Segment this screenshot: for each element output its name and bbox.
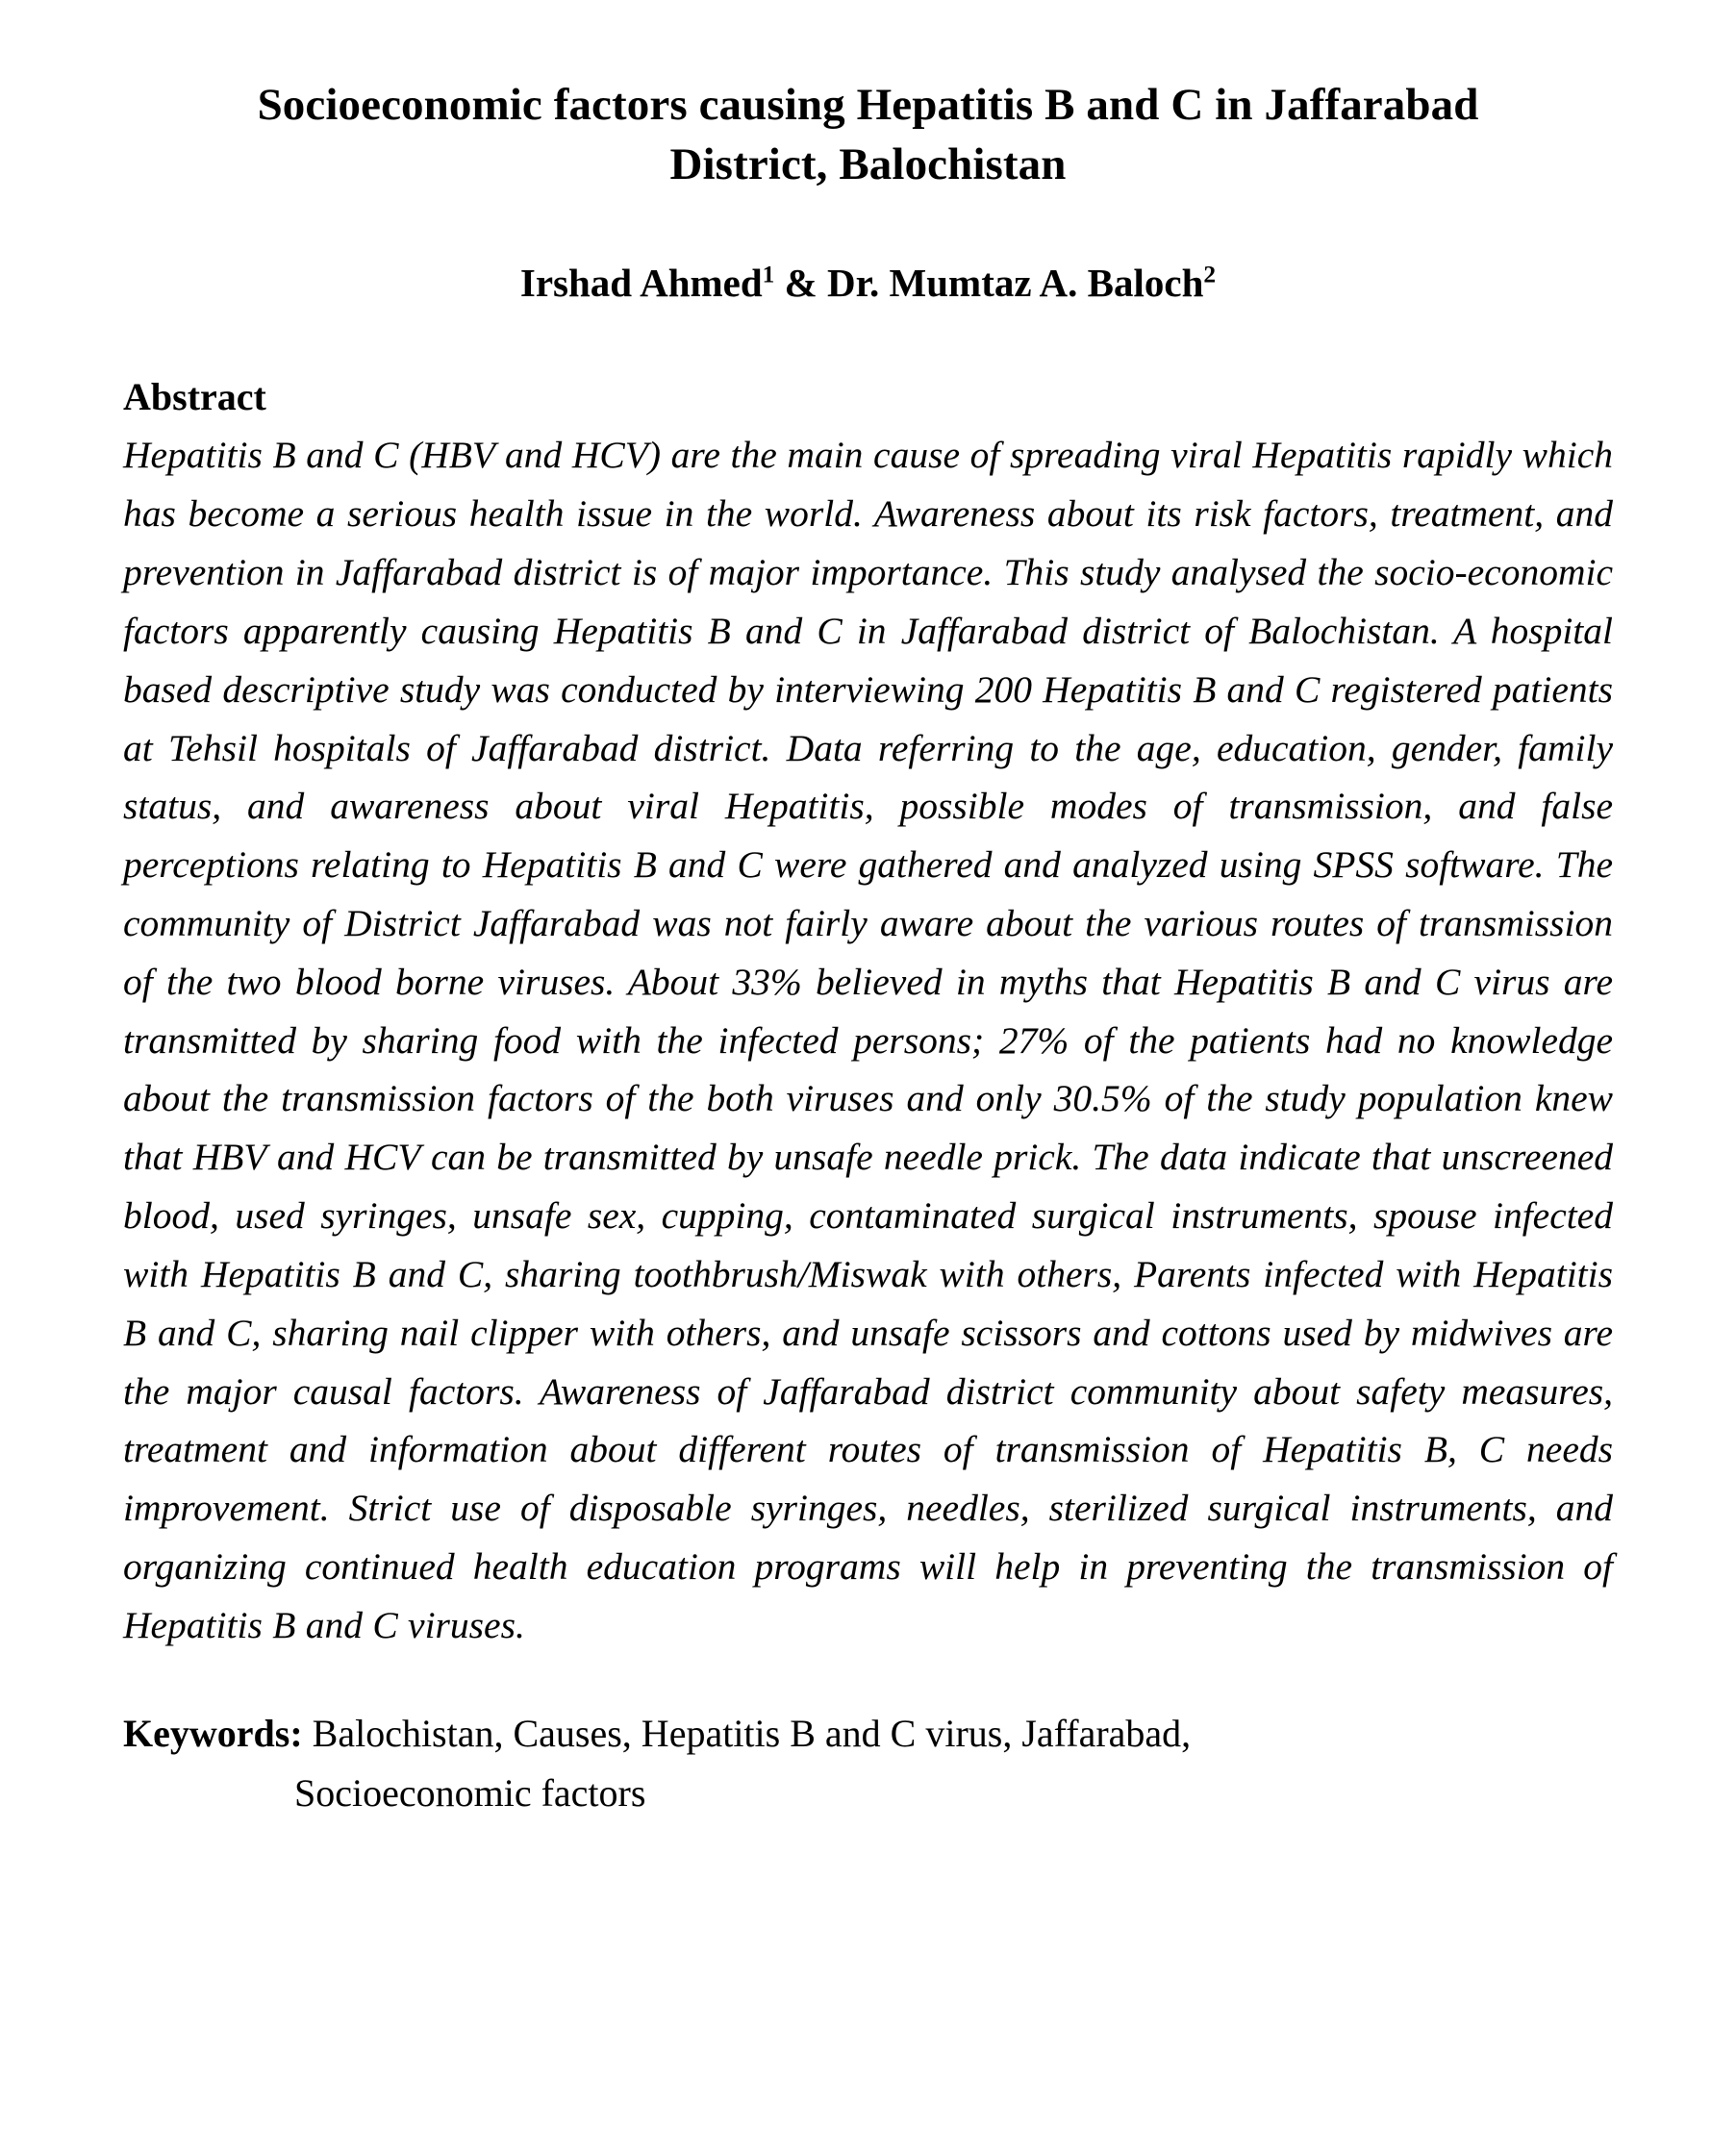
- keywords-block: [123, 1705, 1613, 1822]
- keywords-list-line-1: Balochistan, Causes, Hepatitis B and C virus, Jaffarabad,: [302, 1711, 1192, 1755]
- abstract-heading: Abstract: [123, 375, 266, 419]
- author-two-affiliation-marker: 2: [1203, 261, 1217, 288]
- author-one-affiliation-marker: 1: [762, 261, 775, 288]
- author-separator: & Dr. Mumtaz A. Baloch: [774, 261, 1204, 306]
- author-line: [123, 258, 1613, 309]
- keywords-list-line-2: Socioeconomic factors: [294, 1770, 646, 1815]
- abstract-body: Hepatitis B and C (HBV and HCV) are the main cause of spreading viral Hepatitis rapidly which has become a serious health issue in the world. Awareness about its risk factors, treatment, and prevention in Jaffarabad district is of major importance. This study analysed the socio-economic factors apparently causing Hepatitis B and C in Jaffarabad district of Balochistan. A hospital based descriptive study was conducted by interviewing 200 Hepatitis B and C registered patients at Tehsil hospitals of Jaffarabad district. Data referring to the age, education, gender, family status, and awareness about viral Hepatitis, possible modes of transmission, and false perceptions relating to Hepatitis B and C were gathered and analyzed using SPSS software. The community of District Jaffarabad was not fairly aware about the various routes of transmission of the two blood borne viruses. About 33% believed in myths that Hepatitis B and C virus are transmitted by sharing food with the infected persons; 27% of the patients had no knowledge about the transmission factors of the both viruses and only 30.5% of the study population knew that HBV and HCV can be transmitted by unsafe needle prick. The data indicate that unscreened blood, used syringes, unsafe sex, cupping, contaminated surgical instruments, spouse infected with Hepatitis B and C, sharing toothbrush/Miswak with others, Parents infected with Hepatitis B and C, sharing nail clipper with others, and unsafe scissors and cottons used by midwives are the major causal factors. Awareness of Jaffarabad district community about safety measures, treatment and information about different routes of transmission of Hepatitis B, C needs improvement. Strict use of disposable syringes, needles, sterilized surgical instruments, and organizing continued health education programs will help in preventing the transmission of Hepatitis B and C viruses.: [123, 434, 1613, 1646]
- keywords-label: Keywords:: [123, 1711, 303, 1755]
- page-title: Socioeconomic factors causing Hepatitis B and C in Jaffarabad District, Balochistan: [257, 80, 1479, 190]
- author-one-name: Irshad Ahmed: [519, 261, 763, 306]
